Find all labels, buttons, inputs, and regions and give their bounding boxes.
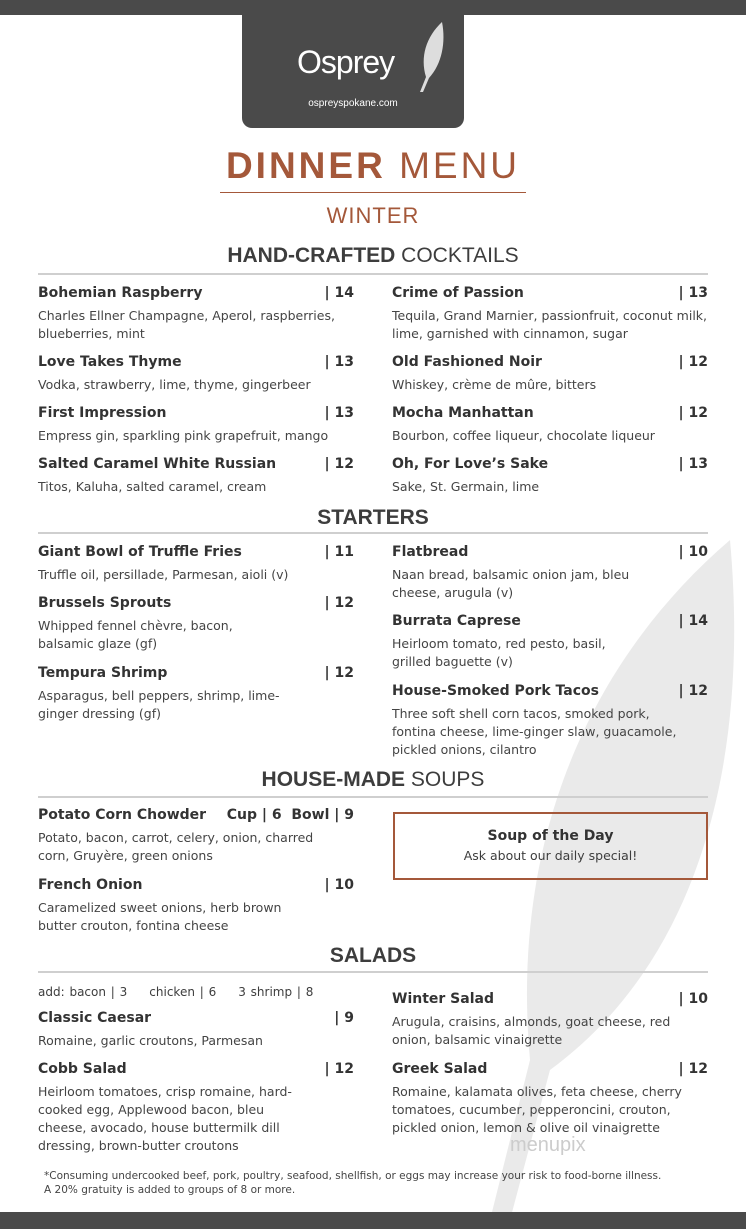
heading-bold: HOUSE-MADE <box>261 768 406 791</box>
menu-item <box>38 807 354 865</box>
season-label: WINTER <box>326 203 420 228</box>
footnote-line: *Consuming undercooked beef, pork, poultry, seafood, shellfish, or eggs may increase your risk to food-borne illness. <box>44 1170 662 1182</box>
divider <box>38 273 708 275</box>
menu-item <box>38 544 354 584</box>
menu-item <box>38 1010 354 1050</box>
item-name: Tempura Shrimp <box>38 665 168 681</box>
watermark: menupix <box>510 1134 586 1156</box>
brand-name: Osprey <box>297 44 395 80</box>
item-price: | 13 <box>324 354 354 370</box>
addon: 3 shrimp | 8 <box>238 985 314 999</box>
item-name: Cobb Salad <box>38 1061 127 1077</box>
item-desc: Romaine, kalamata olives, feta cheese, cherry tomatoes, cucumber, pepperoncini, crouton, pickled onion, lemon & olive oil vinaigrette <box>392 1084 682 1135</box>
item-name: Flatbread <box>392 544 469 560</box>
menu-item <box>38 405 354 445</box>
item-desc: Caramelized sweet onions, herb brown butter crouton, fontina cheese <box>38 900 282 933</box>
item-name: Greek Salad <box>392 1061 488 1077</box>
heading-bold: HAND-CRAFTED <box>227 244 396 267</box>
item-name: Classic Caesar <box>38 1010 152 1026</box>
starters-heading: STARTERS <box>317 506 429 529</box>
menu-item <box>38 456 354 496</box>
cocktails-heading <box>0 244 746 268</box>
menu-item <box>38 285 354 343</box>
website-url[interactable]: ospreyspokane.com <box>308 98 398 109</box>
menu-item <box>392 544 708 602</box>
item-name: Crime of Passion <box>392 285 524 301</box>
item-name: First Impression <box>38 405 167 421</box>
item-desc: Whiskey, crème de mûre, bitters <box>392 377 597 392</box>
item-desc: Heirloom tomatoes, crisp romaine, hard-cooked egg, Applewood bacon, bleu cheese, avocado, house buttermilk dill dressing, brown-butter croutons <box>38 1084 292 1153</box>
item-name: Winter Salad <box>392 991 494 1007</box>
item-name: House-Smoked Pork Tacos <box>392 683 599 699</box>
item-desc: Tequila, Grand Marnier, passionfruit, coconut milk, lime, garnished with cinnamon, sugar <box>392 308 708 341</box>
item-name: French Onion <box>38 877 143 893</box>
menu-item <box>392 285 708 343</box>
item-desc: Naan bread, balsamic onion jam, bleu cheese, arugula (v) <box>392 567 630 600</box>
title-light: MENU <box>399 145 521 186</box>
item-desc: Vodka, strawberry, lime, thyme, gingerbeer <box>38 377 311 392</box>
item-desc: Three soft shell corn tacos, smoked pork, fontina cheese, lime-ginger slaw, guacamole, pickled onions, cilantro <box>392 706 677 757</box>
item-price: | 12 <box>678 683 708 699</box>
bottom-bar <box>0 1212 746 1229</box>
item-desc: Titos, Kaluha, salted caramel, cream <box>38 479 267 494</box>
menu-item <box>38 877 354 935</box>
item-desc: Truffle oil, persillade, Parmesan, aioli (v) <box>38 567 289 582</box>
salad-addons <box>38 985 335 999</box>
title-bold: DINNER <box>225 145 386 186</box>
item-price: | 13 <box>324 405 354 421</box>
addon: add: bacon | 3 <box>38 985 128 999</box>
soups-heading <box>0 768 746 792</box>
top-bar <box>0 0 746 15</box>
item-name: Mocha Manhattan <box>392 405 534 421</box>
item-desc: Whipped fennel chèvre, bacon, balsamic glaze (gf) <box>38 618 233 651</box>
heading-light: COCKTAILS <box>401 244 519 267</box>
item-desc: Heirloom tomato, red pesto, basil, grilled baguette (v) <box>392 636 606 669</box>
item-price: | 12 <box>324 1061 354 1077</box>
menu-item <box>392 456 708 496</box>
item-name: Salted Caramel White Russian <box>38 456 277 472</box>
divider <box>38 532 708 534</box>
item-name: Potato Corn Chowder <box>38 807 207 823</box>
heading-light: SOUPS <box>410 768 485 791</box>
item-price: | 14 <box>678 613 708 629</box>
menu-item <box>38 1061 354 1155</box>
item-price: | 10 <box>678 991 708 1007</box>
item-price: | 12 <box>678 354 708 370</box>
item-price: | 11 <box>324 544 354 560</box>
item-name: Old Fashioned Noir <box>392 354 542 370</box>
addon: chicken | 6 <box>149 985 217 999</box>
item-name: Brussels Sprouts <box>38 595 172 611</box>
menu-item <box>38 665 354 723</box>
menu-item <box>392 991 708 1049</box>
item-price: | 12 <box>678 1061 708 1077</box>
menu-item <box>38 595 354 653</box>
item-price: | 12 <box>678 405 708 421</box>
item-price: | 12 <box>324 456 354 472</box>
item-price: | 13 <box>678 285 708 301</box>
menu-item <box>392 613 708 671</box>
divider <box>38 971 708 973</box>
footnote-line: A 20% gratuity is added to groups of 8 or more. <box>44 1184 296 1196</box>
item-name: Burrata Caprese <box>392 613 521 629</box>
menu-item <box>392 1061 708 1137</box>
item-price: | 12 <box>324 665 354 681</box>
item-desc: Romaine, garlic croutons, Parmesan <box>38 1033 263 1048</box>
menu-item <box>392 683 708 759</box>
soup-of-the-day-box <box>393 812 708 880</box>
item-desc: Bourbon, coffee liqueur, chocolate liqueur <box>392 428 655 443</box>
special-title: Soup of the Day <box>487 828 614 844</box>
menu-item <box>392 354 708 394</box>
divider <box>220 192 526 193</box>
item-name: Love Takes Thyme <box>38 354 182 370</box>
footnote <box>44 1169 661 1197</box>
item-price: | 13 <box>678 456 708 472</box>
item-name: Oh, For Love’s Sake <box>392 456 549 472</box>
item-desc: Empress gin, sparkling pink grapefruit, mango <box>38 428 329 443</box>
item-price: | 10 <box>678 544 708 560</box>
item-price: | 14 <box>324 285 354 301</box>
item-price: Cup | 6 Bowl | 9 <box>226 807 354 823</box>
item-price: | 12 <box>324 595 354 611</box>
item-name: Bohemian Raspberry <box>38 285 203 301</box>
logo-box <box>242 14 464 128</box>
special-desc: Ask about our daily special! <box>463 848 638 863</box>
salads-heading: SALADS <box>329 944 417 967</box>
item-desc: Potato, bacon, carrot, celery, onion, charred corn, Gruyère, green onions <box>38 830 314 863</box>
item-desc: Sake, St. Germain, lime <box>392 479 540 494</box>
item-desc: Charles Ellner Champagne, Aperol, raspberries, blueberries, mint <box>38 308 335 341</box>
divider <box>38 796 708 798</box>
page-title <box>0 145 746 187</box>
menu-item <box>392 405 708 445</box>
item-desc: Asparagus, bell peppers, shrimp, lime-ginger dressing (gf) <box>38 688 280 721</box>
menu-item <box>38 354 354 394</box>
item-desc: Arugula, craisins, almonds, goat cheese, red onion, balsamic vinaigrette <box>392 1014 671 1047</box>
feather-icon <box>418 22 446 92</box>
item-name: Giant Bowl of Truffle Fries <box>38 544 242 560</box>
item-price: | 9 <box>334 1010 354 1026</box>
item-price: | 10 <box>324 877 354 893</box>
